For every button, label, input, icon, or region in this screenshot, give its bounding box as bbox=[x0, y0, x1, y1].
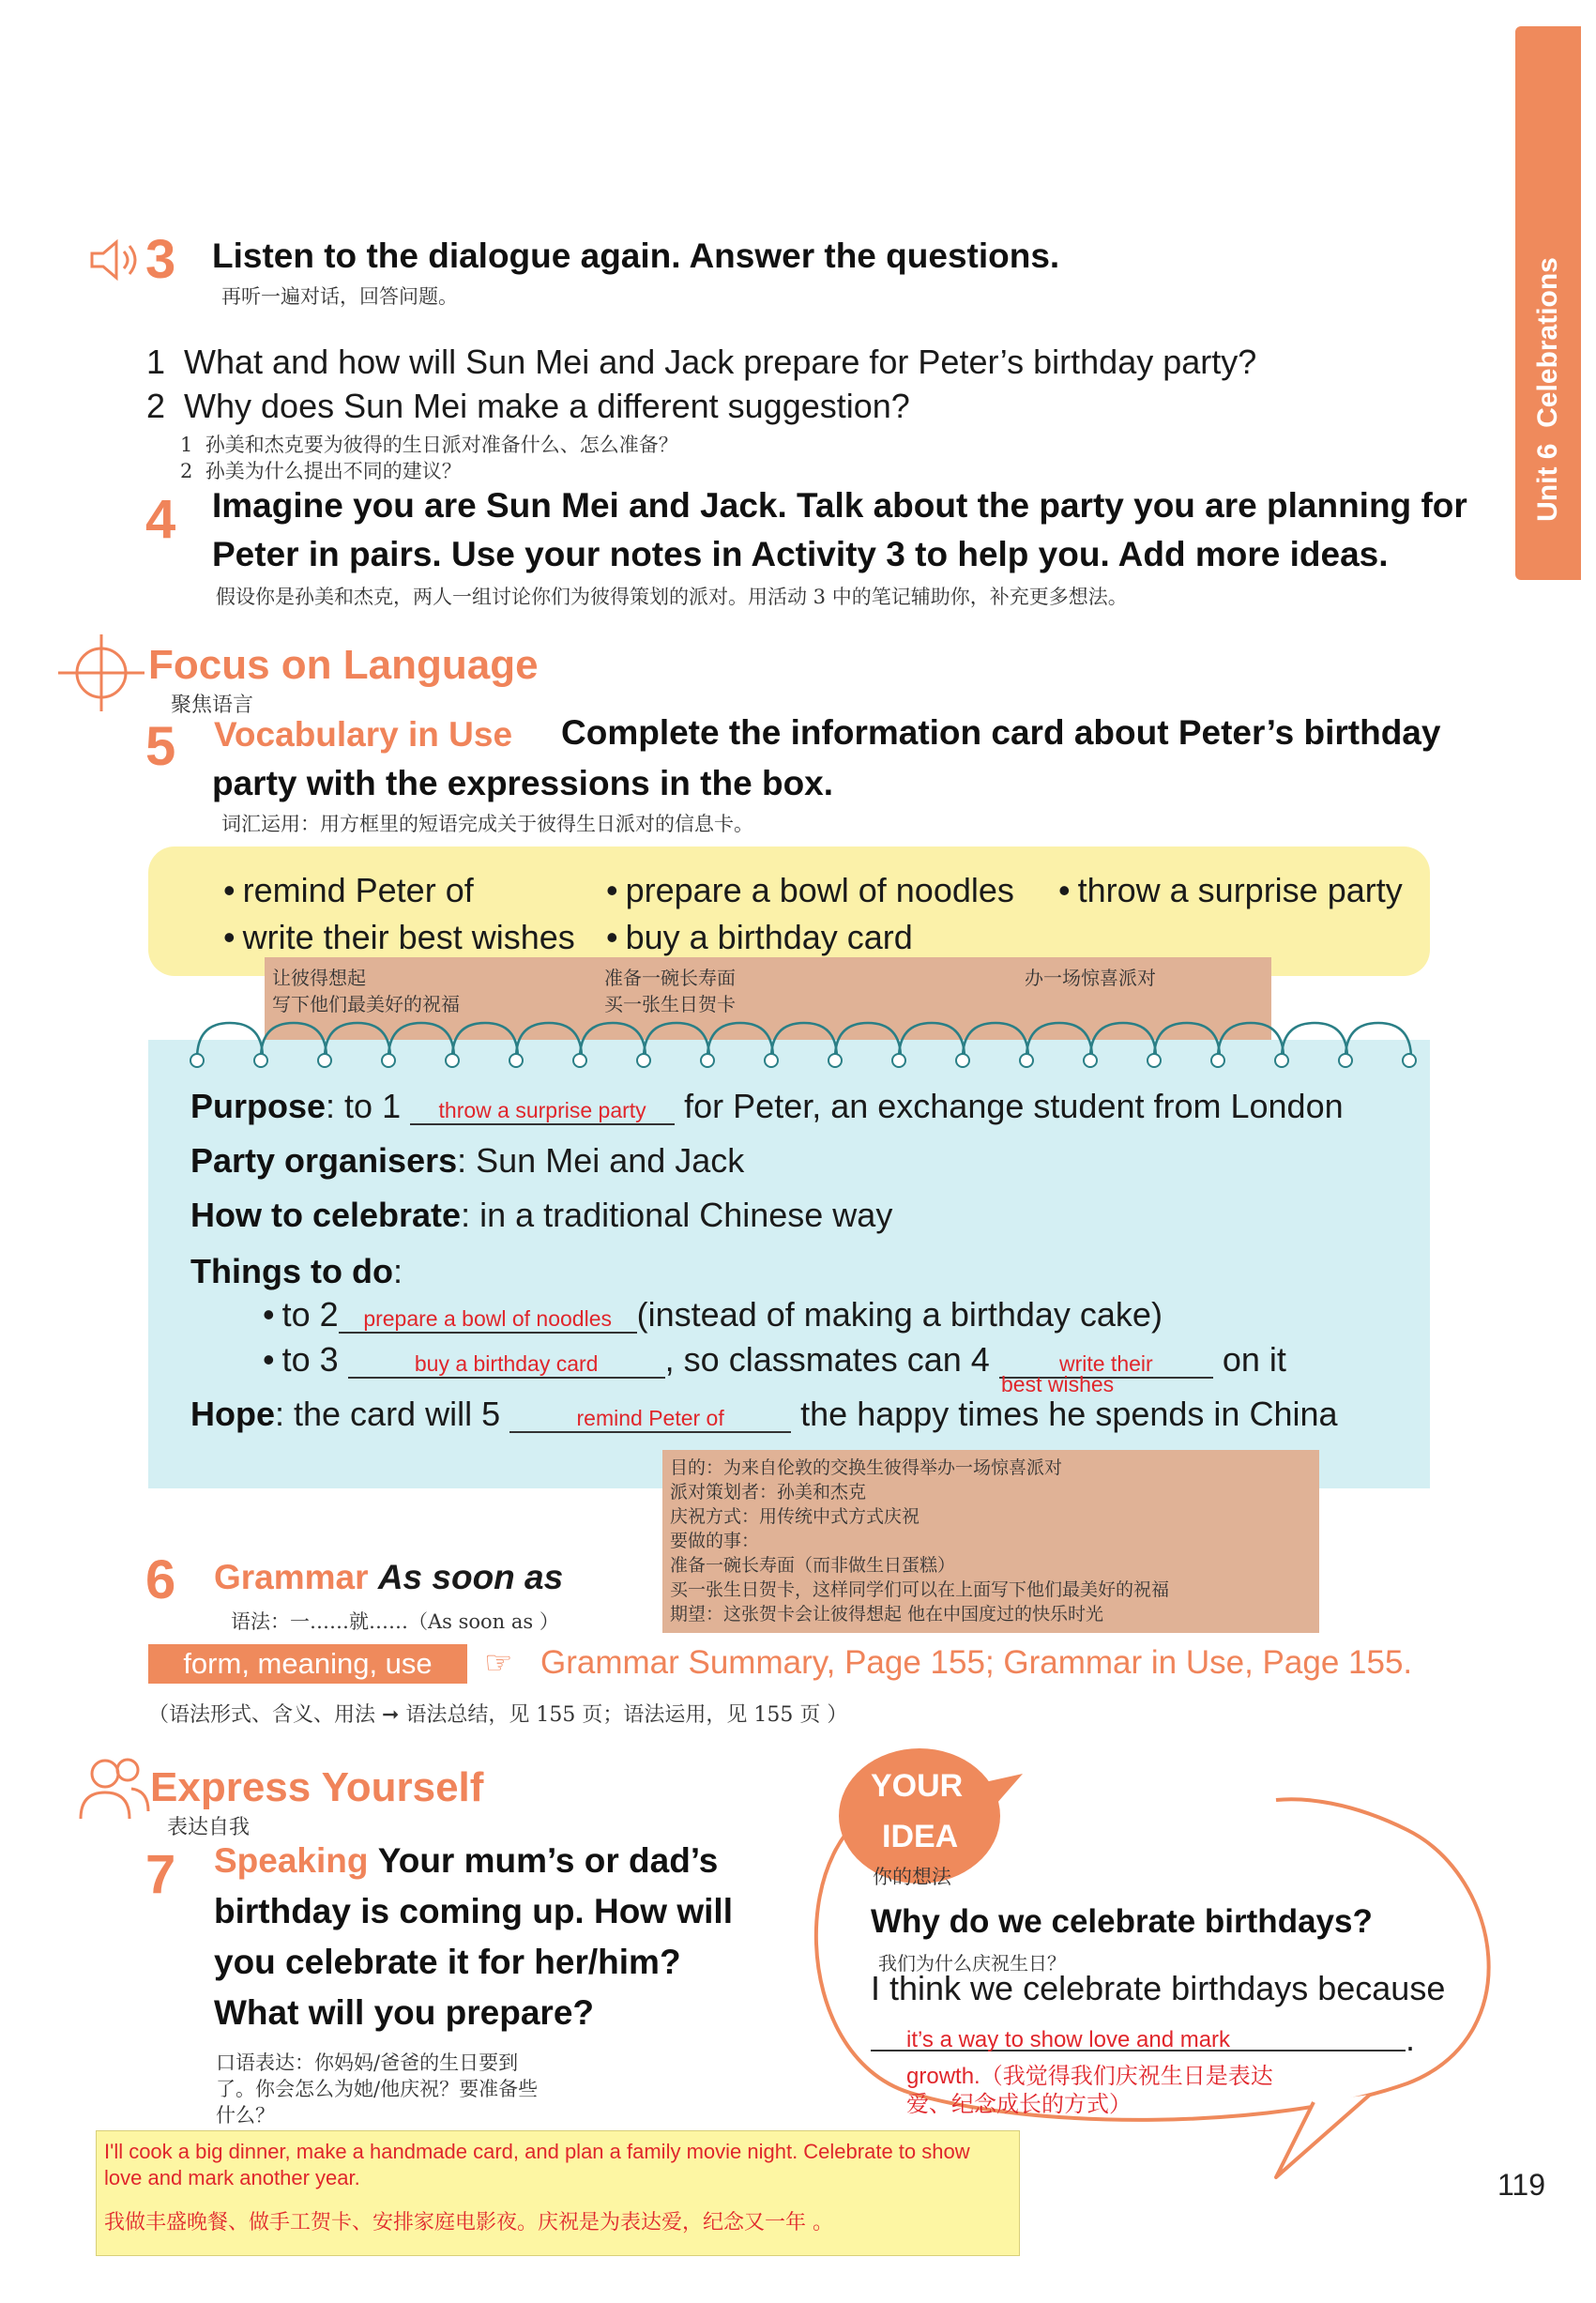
card-how-label: How to celebrate bbox=[190, 1196, 462, 1234]
activity-7-cn-1: 口语表达：你妈妈/爸爸的生日要到 bbox=[216, 2051, 519, 2074]
activity-7-text-1: Your mum’s or dad’s bbox=[377, 1841, 719, 1880]
answer-note bbox=[96, 2130, 1020, 2256]
activity-5-cn: 词汇运用：用方框里的短语完成关于彼得生日派对的信息卡。 bbox=[221, 813, 753, 835]
blank-3-answer[interactable]: buy a birthday card bbox=[348, 1351, 665, 1379]
activity-4-line-1: Imagine you are Sun Mei and Jack. Talk about the party you are planning for bbox=[212, 486, 1467, 525]
activity-7-cn-2: 了。你会怎么为她/他庆祝？要准备些 bbox=[216, 2078, 539, 2100]
card-thing-2-pre: • to 3 bbox=[263, 1340, 339, 1379]
unit-side-tab-label: Unit 6 Celebrations bbox=[1532, 257, 1563, 522]
expression-item: • throw a surprise party bbox=[1058, 871, 1403, 910]
vocabulary-in-use-label: Vocabulary in Use bbox=[214, 715, 513, 754]
grammar-reference-link[interactable]: Grammar Summary, Page 155; Grammar in Use, Page 155. bbox=[540, 1644, 1413, 1681]
blank-2-answer[interactable]: prepare a bowl of noodles bbox=[339, 1306, 637, 1334]
expression-cn: 买一张生日贺卡 bbox=[604, 993, 736, 1015]
expression-item: • buy a birthday card bbox=[606, 918, 913, 957]
activity-7-line-4: What will you prepare? bbox=[214, 1993, 594, 2032]
card-thing-1-line bbox=[263, 1295, 1163, 1335]
activity-3-question-1: 1 What and how will Sun Mei and Jack prepare for Peter’s birthday party? bbox=[146, 343, 1257, 381]
your-idea-question: Why do we celebrate birthdays? bbox=[871, 1903, 1373, 1940]
blank-4-answer[interactable]: write their bbox=[999, 1351, 1213, 1379]
activity-3-number: 3 bbox=[145, 229, 176, 290]
card-organisers-line bbox=[190, 1141, 744, 1181]
expression-item: • prepare a bowl of noodles bbox=[606, 871, 1014, 910]
card-thing-2-line bbox=[263, 1340, 1286, 1380]
card-things-line bbox=[190, 1252, 403, 1291]
speaker-icon bbox=[86, 236, 152, 283]
activity-6-cn: 语法：一……就……（As soon as ） bbox=[231, 1610, 559, 1633]
expression-item: • write their best wishes bbox=[223, 918, 575, 957]
card-thing-1-pre: • to 2 bbox=[263, 1295, 339, 1334]
activity-5-number: 5 bbox=[145, 716, 176, 777]
card-cn-line: 庆祝方式：用传统中式方式庆祝 bbox=[670, 1506, 920, 1527]
card-cn-line: 买一张生日贺卡，这样同学们可以在上面写下他们最美好的祝福 bbox=[670, 1579, 1170, 1600]
expression-cn: 让彼得想起 bbox=[272, 967, 366, 989]
your-idea-badge-line-1: YOUR bbox=[871, 1768, 964, 1804]
card-purpose-line bbox=[190, 1087, 1344, 1126]
activity-6-number: 6 bbox=[145, 1549, 176, 1610]
activity-3-question-2: 2 Why does Sun Mei make a different suggestion? bbox=[146, 387, 910, 425]
your-idea-answer-2: growth.（我觉得我们庆祝生日是表达 bbox=[906, 2064, 1273, 2089]
activity-7-line-3: you celebrate it for her/him? bbox=[214, 1943, 681, 1981]
expression-cn: 写下他们最美好的祝福 bbox=[272, 993, 460, 1015]
card-purpose-post: for Peter, an exchange student from London bbox=[684, 1087, 1344, 1125]
your-idea-answer-1[interactable]: it’s a way to show love and mark bbox=[906, 2027, 1231, 2052]
card-cn-note bbox=[662, 1450, 1319, 1633]
card-hope-line bbox=[190, 1395, 1338, 1434]
your-idea-stem: I think we celebrate birthdays because bbox=[871, 1969, 1446, 2007]
your-idea-period: . bbox=[1406, 2020, 1416, 2058]
card-how-value: : in a traditional Chinese way bbox=[461, 1196, 893, 1234]
card-thing-1-post: (instead of making a birthday cake) bbox=[636, 1295, 1163, 1334]
unit-side-tab bbox=[1515, 26, 1581, 580]
activity-6-heading bbox=[214, 1558, 563, 1597]
card-hope-pre: : the card will 5 bbox=[275, 1395, 501, 1433]
grammar-term: As soon as bbox=[377, 1558, 564, 1596]
blank-1-answer[interactable]: throw a surprise party bbox=[410, 1098, 675, 1125]
form-meaning-use-badge bbox=[148, 1644, 467, 1684]
form-meaning-use-label: form, meaning, use bbox=[183, 1647, 433, 1680]
your-idea-badge-cn: 你的想法 bbox=[873, 1866, 951, 1888]
card-hope-post: the happy times he spends in China bbox=[800, 1395, 1338, 1433]
card-hope-label: Hope bbox=[190, 1395, 275, 1433]
grammar-reference-cn: （语法形式、含义、用法 ➞ 语法总结，见 155 页；语法运用，见 155 页 ） bbox=[148, 1703, 848, 1727]
people-icon bbox=[73, 1753, 152, 1828]
crosshair-icon bbox=[54, 631, 148, 715]
activity-4-cn: 假设你是孙美和杰克，两人一组讨论你们为彼得策划的派对。用活动 3 中的笔记辅助你，补充更多想法。 bbox=[216, 586, 1128, 608]
focus-on-language-title: Focus on Language bbox=[148, 642, 539, 688]
blank-5-answer[interactable]: remind Peter of bbox=[509, 1406, 791, 1433]
expression-cn: 准备一碗长寿面 bbox=[604, 967, 736, 989]
activity-7-cn-3: 什么？ bbox=[216, 2104, 275, 2127]
pointing-hand-icon: ☞ bbox=[484, 1645, 513, 1681]
activity-7-line-1 bbox=[214, 1841, 718, 1881]
card-organisers-value: : Sun Mei and Jack bbox=[457, 1141, 745, 1180]
card-cn-line: 期望：这张贺卡会让彼得想起 他在中国度过的快乐时光 bbox=[670, 1604, 1104, 1624]
speech-bubble bbox=[751, 1746, 1520, 2187]
activity-7-line-2: birthday is coming up. How will bbox=[214, 1892, 733, 1930]
activity-5-line-1: Complete the information card about Peter’s birthday bbox=[561, 713, 1441, 752]
activity-4-line-2: Peter in pairs. Use your notes in Activity 3 to help you. Add more ideas. bbox=[212, 535, 1389, 573]
focus-on-language-cn: 聚焦语言 bbox=[171, 694, 254, 717]
speaking-label: Speaking bbox=[214, 1841, 369, 1880]
expression-cn: 办一场惊喜派对 bbox=[1025, 967, 1156, 989]
card-cn-line: 准备一碗长寿面（而非做生日蛋糕） bbox=[670, 1555, 956, 1576]
activity-3-question-2-cn: 2 孙美为什么提出不同的建议？ bbox=[180, 460, 462, 482]
expression-item: • remind Peter of bbox=[223, 871, 474, 910]
spiral-binding bbox=[178, 1014, 1426, 1070]
activity-3-title-cn: 再听一遍对话，回答问题。 bbox=[221, 285, 458, 308]
card-thing-2-mid: , so classmates can 4 bbox=[664, 1340, 990, 1379]
page-number: 119 bbox=[1497, 2168, 1546, 2202]
card-how-line bbox=[190, 1196, 892, 1235]
answer-note-cn: 我做丰盛晚餐、做手工贺卡、安排家庭电影夜。庆祝是为表达爱，纪念又一年 。 bbox=[104, 2211, 833, 2234]
activity-3-title: Listen to the dialogue again. Answer the questions. bbox=[212, 236, 1060, 275]
your-idea-badge-line-2: IDEA bbox=[882, 1819, 959, 1854]
your-idea-question-cn: 我们为什么庆祝生日？ bbox=[878, 1952, 1066, 1975]
card-cn-line: 派对策划者：孙美和杰克 bbox=[670, 1482, 867, 1502]
card-organisers-label: Party organisers bbox=[190, 1141, 458, 1180]
activity-3-question-1-cn: 1 孙美和杰克要为彼得的生日派对准备什么、怎么准备？ bbox=[180, 434, 678, 456]
card-purpose-label: Purpose bbox=[190, 1087, 327, 1125]
card-cn-line: 要做的事： bbox=[670, 1531, 760, 1551]
card-cn-line: 目的：为来自伦敦的交换生彼得举办一场惊喜派对 bbox=[670, 1457, 1063, 1478]
express-yourself-cn: 表达自我 bbox=[167, 1816, 251, 1839]
blank-4-answer-continued: best wishes bbox=[1001, 1372, 1115, 1396]
card-things-label: Things to do bbox=[190, 1252, 393, 1290]
card-things-colon: : bbox=[392, 1252, 403, 1290]
answer-note-en: I'll cook a big dinner, make a handmade card, and plan a family movie night. Celebrate to show love and mark another year. bbox=[104, 2140, 970, 2189]
your-idea-answer-3: 爱、纪念成长的方式） bbox=[906, 2092, 1132, 2117]
grammar-label: Grammar bbox=[214, 1558, 369, 1596]
express-yourself-title: Express Yourself bbox=[150, 1764, 484, 1810]
activity-7-number: 7 bbox=[145, 1844, 176, 1905]
activity-5-line-2: party with the expressions in the box. bbox=[212, 764, 834, 802]
card-purpose-pre: : to 1 bbox=[326, 1087, 402, 1125]
card-thing-2-post: on it bbox=[1222, 1340, 1286, 1379]
activity-4-number: 4 bbox=[145, 489, 176, 550]
